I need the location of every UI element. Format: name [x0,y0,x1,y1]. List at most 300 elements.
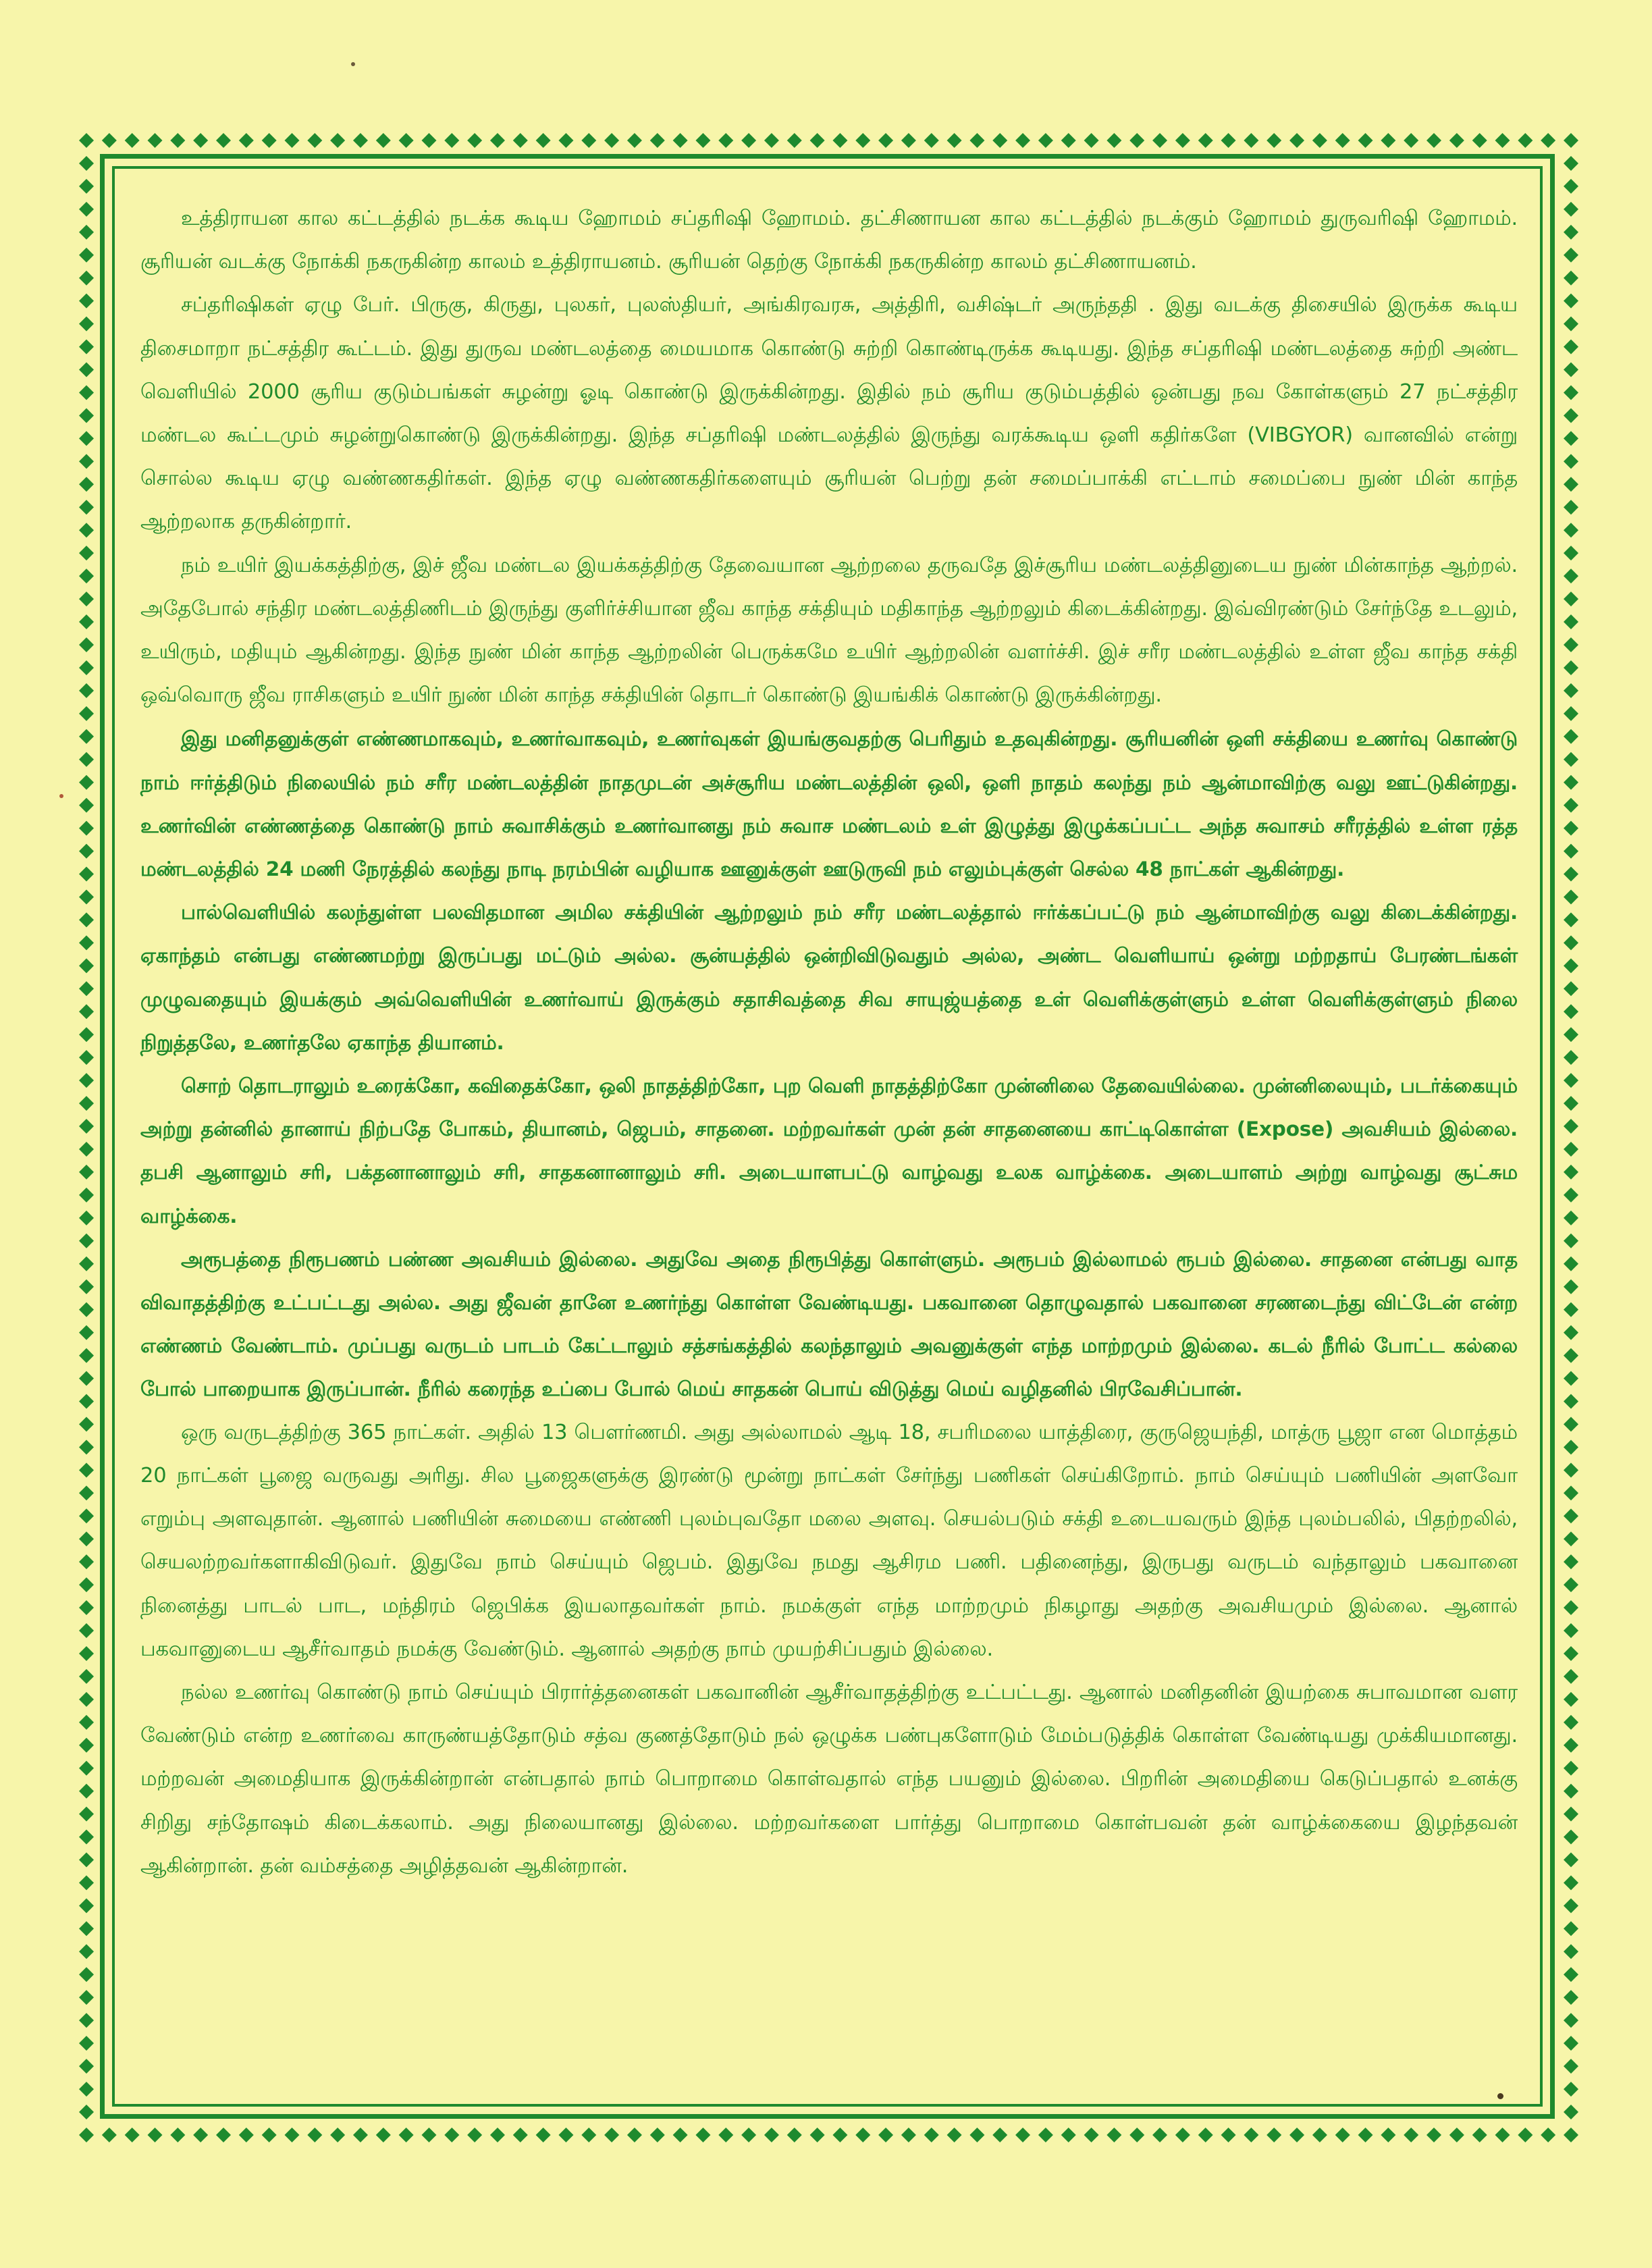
border-diamond [79,1188,94,1203]
border-diamond [1541,2128,1555,2142]
border-diamond [604,2128,619,2142]
border-diamond [79,1234,94,1248]
border-diamond [1175,133,1190,148]
border-diamond [79,775,94,790]
border-diamond [627,133,642,148]
border-diamond [1564,569,1578,583]
border-diamond [810,2128,825,2142]
border-diamond [307,133,322,148]
border-diamond [1541,133,1555,148]
border-diamond [901,133,916,148]
border-diamond [102,2128,117,2142]
border-diamond [79,317,94,332]
border-diamond [1564,1600,1578,1615]
border-diamond [79,1944,94,1959]
border-diamond [1084,2128,1099,2142]
paragraph-8: ஒரு வருடத்திற்கு 365 நாட்கள். அதில் 13 பௌர்ணமி. அது அல்லாமல் ஆடி 18, சபரிமலை யாத்திரை, குருஜெயந்தி, மாத்ரு பூஜா என மொத்தம் 20 நாட்கள் பூஜை வருவது அரிது. சில பூஜைகளுக்கு இரண்டு மூன்று நாட்கள் சேர்ந்து பணிகள் செய்கிறோம். நாம் செய்யும் பணியின் அளவோ எறும்பு அளவுதான். ஆனால் பணியின் சுமையை எண்ணி புலம்புவதோ மலை அளவு. செயல்படும் சக்தி உடையவரும் இந்த புலம்பலில், பிதற்றலில், செயலற்றவர்களாகிவிடுவர். இதுவே நாம் செய்யும் ஜெபம். இதுவே நமது ஆசிரம பணி. பதினைந்து, இருபது வருடம் வந்தாலும் பகவானை நினைத்து பாடல் பாட, மந்திரம் ஜெபிக்க இயலாதவர்கள் நாம். நமக்குள் எந்த மாற்றமும் நிகழாது அதற்கு அவசியமும் இல்லை. ஆனால் பகவானுடைய ஆசீர்வாதம் நமக்கு வேண்டும். ஆனால் அதற்கு நாம் முயற்சிப்பதும் இல்லை. [140,1420,1518,1661]
border-diamond [1289,2128,1304,2142]
border-diamond [718,133,733,148]
border-diamond [536,133,551,148]
border-diamond [1472,2128,1487,2142]
border-diamond [1564,1623,1578,1638]
border-diamond [79,683,94,698]
paragraph-2: சப்தரிஷிகள் ஏழு பேர். பிருகு, கிருது, புலகர், புலஸ்தியர், அங்கிரவரசு, அத்திரி, வசிஷ்டர் அருந்ததி . இது வடக்கு திசையில் இருக்க கூடிய திசைமாறா நட்சத்திர கூட்டம். இது துருவ மண்டலத்தை மையமாக கொண்டு சுற்றி கொண்டிருக்க கூடியது. இந்த சப்தரிஷி மண்டலத்தை சுற்றி அண்ட வெளியில் 2000 சூரிய குடும்பங்கள் சுழன்று ஓடி கொண்டு இருக்கின்றது. இதில் நம் சூரிய குடும்பத்தில் ஒன்பது நவ கோள்களும் 27 நட்சத்திர மண்டல கூட்டமும் சுழன்றுகொண்டு இருக்கின்றது. இந்த சப்தரிஷி மண்டலத்தில் இருந்து வரக்கூடிய ஒளி கதிர்களே (VIBGYOR) வானவில் என்று சொல்ல கூடிய ஏழு வண்ணகதிர்கள். இந்த ஏழு வண்ணகதிர்களையும் சூரியன் பெற்று தன் சமைப்பாக்கி எட்டாம் சமைப்பை நுண் மின் காந்த ஆற்றலாக தருகின்றார். [140,293,1518,534]
border-diamond [79,958,94,973]
border-diamond [1198,2128,1213,2142]
border-diamond [1175,2128,1190,2142]
border-diamond [1564,1050,1578,1065]
border-diamond [79,179,94,194]
border-diamond [79,1257,94,1271]
border-diamond [262,133,277,148]
border-diamond [1564,1853,1578,1868]
border-diamond [444,133,459,148]
border-diamond [1564,614,1578,629]
border-diamond [79,1394,94,1408]
border-diamond [79,1669,94,1684]
border-diamond [79,385,94,400]
border-diamond [878,133,893,148]
border-diamond [1564,752,1578,767]
border-diamond [1564,1394,1578,1408]
border-diamond [1564,660,1578,675]
border-diamond [1564,385,1578,400]
border-diamond [79,1853,94,1868]
border-diamond [650,2128,665,2142]
border-diamond [1427,133,1441,148]
border-diamond [810,133,825,148]
border-diamond [581,133,596,148]
border-diamond [1152,2128,1167,2142]
border-diamond [490,133,505,148]
border-diamond [1564,271,1578,286]
border-diamond [1564,1073,1578,1088]
border-diamond [79,546,94,560]
border-diamond [741,2128,756,2142]
border-diamond [1564,1462,1578,1477]
border-diamond [1564,2013,1578,2028]
border-diamond [1152,133,1167,148]
border-diamond [79,1531,94,1546]
border-diamond [1267,133,1281,148]
border-diamond [330,133,345,148]
border-diamond [1564,1004,1578,1019]
border-diamond [79,1830,94,1845]
paragraph-9: நல்ல உணர்வு கொண்டு நாம் செய்யும் பிரார்த்தனைகள் பகவானின் ஆசீர்வாதத்திற்கு உட்பட்டது. ஆனால் மனிதனின் இயற்கை சுபாவமான வளர வேண்டும் என்ற உணர்வை காருண்யத்தோடும் சத்வ குணத்தோடும் நல் ஒழுக்க பண்புகளோடும் மேம்படுத்திக் கொள்ள வேண்டியது முக்கியமானது. மற்றவன் அமைதியாக இருக்கின்றான் என்பதால் நாம் பொறாமை கொள்வதால் எந்த பயனும் இல்லை. பிறரின் அமைதியை கெடுப்பதால் உனக்கு சிறிது சந்தோஷம் கிடைக்கலாம். அது நிலையானது இல்லை. மற்றவர்களை பார்த்து பொறாமை கொள்பவன் தன் வாழ்க்கையை இழந்தவன் ஆகின்றான். தன் வம்சத்தை அழித்தவன் ஆகின்றான். [140,1680,1518,1878]
border-diamond [79,2013,94,2028]
paper-speck [351,62,355,66]
border-diamond [79,1004,94,1019]
border-diamond [79,133,94,148]
border-diamond [79,1302,94,1317]
border-diamond [650,133,665,148]
border-diamond [1381,133,1395,148]
border-diamond [1015,2128,1030,2142]
border-diamond [1038,2128,1053,2142]
border-diamond [741,133,756,148]
border-diamond [855,2128,870,2142]
border-diamond [1564,1027,1578,1042]
border-diamond [1564,1440,1578,1454]
border-diamond [193,2128,208,2142]
border-diamond [1564,958,1578,973]
border-diamond [79,500,94,515]
border-diamond [1129,2128,1144,2142]
border-diamond [787,133,802,148]
border-diamond [1564,179,1578,194]
border-diamond [79,729,94,744]
border-diamond [79,2082,94,2096]
border-diamond [1564,706,1578,721]
border-diamond [79,2036,94,2051]
border-diamond [79,1623,94,1638]
border-diamond [695,2128,710,2142]
border-diamond [1312,133,1327,148]
border-diamond [467,133,482,148]
border-diamond [467,2128,482,2142]
border-diamond [1472,133,1487,148]
border-diamond [1564,2059,1578,2074]
border-diamond [79,1807,94,1822]
border-diamond [79,1096,94,1111]
border-diamond [399,2128,414,2142]
border-diamond [1564,591,1578,606]
border-diamond [1564,500,1578,515]
border-diamond [1061,133,1076,148]
border-diamond [239,2128,254,2142]
document-body [140,197,1518,2088]
border-diamond [79,1646,94,1661]
border-diamond [1381,2128,1395,2142]
border-diamond [1564,912,1578,927]
border-diamond [1564,1234,1578,1248]
border-diamond [581,2128,596,2142]
border-diamond [1084,133,1099,148]
border-diamond [1564,1188,1578,1203]
border-diamond [79,1119,94,1134]
border-diamond [79,1784,94,1799]
border-diamond [1564,1830,1578,1845]
border-diamond [1564,935,1578,950]
border-diamond [216,133,231,148]
border-diamond [558,133,573,148]
border-diamond [1564,1325,1578,1340]
border-diamond [764,2128,779,2142]
border-diamond [1244,133,1258,148]
paper-speck [59,794,63,798]
border-diamond [924,133,939,148]
border-diamond [1358,133,1373,148]
border-diamond [79,1967,94,1982]
border-diamond [513,2128,528,2142]
border-diamond [79,225,94,240]
border-diamond [1564,1096,1578,1111]
border-diamond [1564,363,1578,377]
border-diamond [1449,2128,1464,2142]
border-diamond [718,2128,733,2142]
border-diamond [604,133,619,148]
border-diamond [216,2128,231,2142]
border-diamond [147,133,162,148]
border-diamond [79,637,94,652]
border-diamond [992,2128,1007,2142]
border-diamond [1518,2128,1533,2142]
border-diamond [1404,133,1418,148]
border-diamond [1564,248,1578,263]
border-diamond [1244,2128,1258,2142]
border-diamond [1495,133,1510,148]
border-diamond [1564,523,1578,537]
border-diamond [969,2128,984,2142]
border-diamond [79,660,94,675]
border-diamond [79,1554,94,1569]
border-diamond [764,133,779,148]
border-diamond [307,2128,322,2142]
border-diamond [79,1990,94,2005]
border-diamond [79,1761,94,1776]
border-diamond [1449,133,1464,148]
border-diamond [125,133,140,148]
border-diamond [1221,133,1236,148]
border-diamond [1312,2128,1327,2142]
border-diamond [79,1211,94,1225]
border-diamond [79,1600,94,1615]
border-diamond [79,156,94,171]
border-diamond [79,912,94,927]
border-diamond [1564,798,1578,813]
border-diamond [1564,1119,1578,1134]
border-diamond [924,2128,939,2142]
border-diamond [79,1715,94,1730]
border-diamond [673,133,688,148]
border-diamond [1107,133,1121,148]
border-diamond [1564,1738,1578,1753]
border-diamond [1518,133,1533,148]
border-diamond [102,133,117,148]
border-diamond [79,1417,94,1431]
border-diamond [1564,1531,1578,1546]
border-diamond [79,248,94,263]
border-diamond [1038,133,1053,148]
border-diamond [878,2128,893,2142]
border-diamond [79,1738,94,1753]
border-diamond [536,2128,551,2142]
border-diamond [787,2128,802,2142]
border-diamond [79,454,94,469]
border-diamond [1495,2128,1510,2142]
border-diamond [1564,637,1578,652]
border-diamond [1564,867,1578,882]
border-diamond [79,706,94,721]
border-diamond [513,133,528,148]
border-diamond [1129,133,1144,148]
border-diamond [79,1073,94,1088]
border-diamond [1427,2128,1441,2142]
border-diamond [855,133,870,148]
border-diamond [1358,2128,1373,2142]
border-diamond [1564,775,1578,790]
paragraph-3: நம் உயிர் இயக்கத்திற்கு, இச் ஜீவ மண்டல இயக்கத்திற்கு தேவையான ஆற்றலை தருவதே இச்சூரிய மண்டலத்தினுடைய நுண் மின்காந்த ஆற்றல். அதேபோல் சந்திர மண்டலத்திணிடம் இருந்து குளிர்ச்சியான ஜீவ காந்த சக்தியும் மதிகாந்த ஆற்றலும் கிடைக்கின்றது. இவ்விரண்டும் சேர்ந்தே உடலும், உயிரும், மதியும் ஆகின்றது. இந்த நுண் மின் காந்த ஆற்றலின் பெருக்கமே உயிர் ஆற்றலின் வளர்ச்சி. இச் சரீர மண்டலத்தில் உள்ள ஜீவ காந்த சக்தி ஒவ்வொரு ஜீவ ராசிகளும் உயிர் நுண் மின் காந்த சக்தியின் தொடர் கொண்டு இயங்கிக் கொண்டு இருக்கின்றது. [140,553,1518,708]
border-diamond [1564,1577,1578,1592]
border-diamond [1267,2128,1281,2142]
border-diamond [901,2128,916,2142]
border-diamond [1564,1348,1578,1363]
border-diamond [79,844,94,859]
border-diamond [79,363,94,377]
border-diamond [79,1325,94,1340]
border-diamond [1564,2105,1578,2119]
border-diamond [558,2128,573,2142]
border-diamond [1404,2128,1418,2142]
border-diamond [1335,2128,1350,2142]
paragraph-5: பால்வெளியில் கலந்துள்ள பலவிதமான அமில சக்தியின் ஆற்றலும் நம் சரீர மண்டலத்தால் ஈர்க்கப்பட்டு நம் ஆன்மாவிற்கு வலு கிடைக்கின்றது. ஏகாந்தம் என்பது எண்ணமற்று இருப்பது மட்டும் அல்ல. சூன்யத்தில் ஒன்றிவிடுவதும் அல்ல, அண்ட வெளியாய் ஒன்று மற்றதாய் பேரண்டங்கள் முழுவதையும் இயக்கும் அவ்வெளியின் உணர்வாய் இருக்கும் சதாசிவத்தை சிவ சாயுஜ்யத்தை உள் வெளிக்குள்ளும் உள்ள வெளிக்குள்ளும் நிலை நிறுத்தலே, உணர்தலே ஏகாந்த தியானம். [140,901,1518,1054]
border-diamond [969,133,984,148]
border-diamond [1564,1876,1578,1891]
border-diamond [421,2128,436,2142]
paragraph-4: இது மனிதனுக்குள் எண்ணமாகவும், உணர்வாகவும், உணர்வுகள் இயங்குவதற்கு பெரிதும் உதவுகின்றது. சூரியனின் ஒளி சக்தியை உணர்வு கொண்டு நாம் ஈர்த்திடும் நிலையில் நம் சரீர மண்டலத்தின் நாதமுடன் அச்சூரிய மண்டலத்தின் ஒலி, ஒளி நாதம் கலந்து நம் ஆன்மாவிற்கு வலு ஊட்டுகின்றது. உணர்வின் எண்ணத்தை கொண்டு நாம் சுவாசிக்கும் உணர்வானது நம் சுவாச மண்டலம் உள் இழுத்து இழுக்கப்பட்ட அந்த சுவாசம் சரீரத்தில் உள்ள ரத்த மண்டலத்தில் 24 மணி நேரத்தில் கலந்து நாடி நரம்பின் வழியாக ஊனுக்குள் ஊடுருவி நம் எலும்புக்குள் செல்ல 48 நாட்கள் ஆகின்றது. [140,727,1518,881]
border-diamond [79,1050,94,1065]
border-diamond [1564,477,1578,492]
border-diamond [992,133,1007,148]
border-diamond [79,867,94,882]
border-diamond [79,202,94,217]
border-diamond [1564,1807,1578,1822]
border-diamond [330,2128,345,2142]
border-diamond [79,798,94,813]
border-diamond [170,2128,185,2142]
border-diamond [1564,1715,1578,1730]
border-diamond [79,614,94,629]
border-diamond [1015,133,1030,148]
border-diamond [193,133,208,148]
border-diamond [79,981,94,996]
border-diamond [79,889,94,904]
border-diamond [79,2059,94,2074]
border-diamond [1564,133,1578,148]
border-diamond [627,2128,642,2142]
border-diamond [79,1348,94,1363]
border-diamond [353,2128,368,2142]
border-diamond [1564,1485,1578,1500]
border-diamond [79,2128,94,2142]
border-diamond [79,1508,94,1523]
border-diamond [79,340,94,354]
border-diamond [1564,1508,1578,1523]
border-diamond [79,1462,94,1477]
border-diamond [1564,202,1578,217]
border-diamond [1564,454,1578,469]
border-diamond [239,133,254,148]
border-diamond [1564,1967,1578,1982]
border-diamond [79,1165,94,1180]
border-diamond [79,294,94,309]
border-diamond [1564,1257,1578,1271]
border-diamond [79,408,94,423]
border-diamond [79,1898,94,1913]
border-diamond [695,133,710,148]
border-diamond [1564,1784,1578,1799]
border-diamond [1564,729,1578,744]
border-diamond [1564,340,1578,354]
border-diamond [673,2128,688,2142]
border-diamond [1564,2128,1578,2142]
border-diamond [1564,431,1578,446]
border-diamond [284,2128,299,2142]
border-diamond [1564,1280,1578,1294]
border-diamond [1564,821,1578,836]
border-diamond [1564,1417,1578,1431]
border-diamond [1564,683,1578,698]
border-diamond [1564,1302,1578,1317]
border-diamond [1564,1990,1578,2005]
paper-speck [1497,2093,1503,2099]
border-diamond [79,1280,94,1294]
border-diamond [125,2128,140,2142]
border-diamond [79,1142,94,1157]
border-diamond [1564,1646,1578,1661]
border-diamond [1564,1165,1578,1180]
border-diamond [376,2128,391,2142]
border-diamond [1564,1944,1578,1959]
border-diamond [947,133,962,148]
border-diamond [79,569,94,583]
border-diamond [947,2128,962,2142]
border-diamond [1564,546,1578,560]
border-diamond [79,1577,94,1592]
border-diamond [284,133,299,148]
border-diamond [1061,2128,1076,2142]
paragraph-6: சொற் தொடராலும் உரைக்கோ, கவிதைக்கோ, ஒலி நாதத்திற்கோ, புற வெளி நாதத்திற்கோ முன்னிலை தேவையில்லை. முன்னிலையும், படர்க்கையும் அற்று தன்னில் தானாய் நிற்பதே போகம், தியானம், ஜெபம், சாதனை. மற்றவர்கள் முன் தன் சாதனையை காட்டிகொள்ள (Expose) அவசியம் இல்லை. தபசி ஆனாலும் சரி, பக்தனானாலும் சரி, சாதகனானாலும் சரி. அடையாளபட்டு வாழ்வது உலக வாழ்க்கை. அடையாளம் அற்று வாழ்வது சூட்சும வாழ்க்கை. [140,1074,1518,1228]
paragraph-1: உத்திராயன கால கட்டத்தில் நடக்க கூடிய ஹோமம் சப்தரிஷி ஹோமம். தட்சிணாயன கால கட்டத்தில் நடக்கும் ஹோமம் துருவரிஷி ஹோமம். சூரியன் வடக்கு நோக்கி நகருகின்ற காலம் உத்திராயனம். சூரியன் தெற்கு நோக்கி நகருகின்ற காலம் தட்சிணாயனம். [140,207,1518,274]
border-diamond [399,133,414,148]
border-diamond [1564,1761,1578,1776]
border-diamond [79,821,94,836]
border-diamond [1564,294,1578,309]
border-diamond [1564,1692,1578,1707]
border-diamond [1198,133,1213,148]
border-diamond [1221,2128,1236,2142]
border-diamond [79,591,94,606]
border-diamond [79,477,94,492]
border-diamond [1289,133,1304,148]
border-diamond [79,431,94,446]
border-diamond [1564,1371,1578,1386]
border-diamond [1564,2082,1578,2096]
border-diamond [79,1485,94,1500]
border-diamond [79,1027,94,1042]
paragraph-7: அரூபத்தை நிரூபணம் பண்ண அவசியம் இல்லை. அதுவே அதை நிரூபித்து கொள்ளும். அரூபம் இல்லாமல் ரூபம் இல்லை. சாதனை என்பது வாத விவாதத்திற்கு உட்பட்டது அல்ல. அது ஜீவன் தானே உணர்ந்து கொள்ள வேண்டியது. பகவானை தொழுவதால் பகவானை சரணடைந்து விட்டேன் என்ற எண்ணம் வேண்டாம். முப்பது வருடம் பாடம் கேட்டாலும் சத்சங்கத்தில் கலந்தாலும் அவனுக்குள் எந்த மாற்றமும் இல்லை. கடல் நீரில் போட்ட கல்லை போல் பாறையாக இருப்பான். நீரில் கரைந்த உப்பை போல் மெய் சாதகன் பொய் விடுத்து மெய் வழிதனில் பிரவேசிப்பான். [140,1247,1518,1401]
border-diamond [490,2128,505,2142]
border-diamond [1335,133,1350,148]
border-diamond [1564,156,1578,171]
border-diamond [376,133,391,148]
border-diamond [79,2105,94,2119]
border-diamond [1564,1211,1578,1225]
border-diamond [262,2128,277,2142]
border-diamond [1564,889,1578,904]
border-diamond [1564,1921,1578,1936]
border-diamond [79,935,94,950]
border-diamond [79,1371,94,1386]
border-diamond [353,133,368,148]
border-diamond [147,2128,162,2142]
border-diamond [1564,408,1578,423]
border-diamond [79,1440,94,1454]
border-diamond [444,2128,459,2142]
border-diamond [1564,2036,1578,2051]
border-diamond [1564,1898,1578,1913]
border-diamond [79,1692,94,1707]
